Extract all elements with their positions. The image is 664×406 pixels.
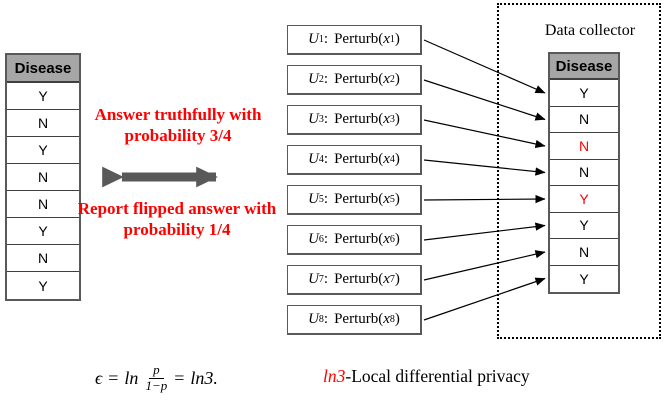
disease-cell: Y [7, 218, 79, 245]
disease-cell: Y [550, 213, 618, 240]
disease-cell-flipped: N [550, 133, 618, 160]
disease-cell: Y [38, 277, 48, 294]
collector-table [548, 52, 620, 294]
disease-cell: N [7, 245, 79, 272]
disease-cell: N [7, 110, 79, 137]
perturb-box-u3: U 3 : Perturb( x 3 ) [287, 105, 422, 135]
perturb-box-u2: U 2 : Perturb( x 2 ) [287, 65, 422, 95]
ldp-highlight: ln3 [323, 366, 346, 386]
perturb-box-u4: U 4 : Perturb( x 4 ) [287, 145, 422, 175]
flipped-annotation [58, 198, 296, 240]
disease-cell: Y [579, 270, 589, 287]
flipped-annotation-line1: Report flipped answer with [77, 199, 277, 218]
disease-cell: N [550, 107, 618, 134]
perturb-box-u8: U 8 : Perturb( x 8 ) [287, 305, 422, 335]
epsilon-symbol: ϵ [95, 367, 103, 388]
perturb-box-u6: U 6 : Perturb( x 6 ) [287, 225, 422, 255]
equals-sign: = [108, 367, 119, 388]
disease-cell: Y [7, 137, 79, 164]
epsilon-formula [95, 356, 218, 400]
patient-table-header: Disease [7, 55, 79, 83]
disease-cell: N [550, 160, 618, 187]
disease-cell: N [7, 164, 79, 191]
disease-cell: Y [7, 83, 79, 110]
ldp-label [323, 366, 530, 387]
fraction-numerator: p [149, 363, 164, 379]
truthful-annotation [62, 104, 294, 146]
collector-table-header: Disease [550, 54, 618, 80]
probability-fraction [145, 363, 167, 394]
perturb-box-u5: U 5 : Perturb( x 5 ) [287, 185, 422, 215]
disease-cell-flipped: Y [550, 186, 618, 213]
data-collector-title: Data collector [544, 22, 636, 39]
ldp-text: -Local differential privacy [345, 366, 530, 386]
disease-cell: N [7, 191, 79, 218]
perturb-box-u1: U 1 : Perturb( x 1 ) [287, 25, 422, 55]
formula-result: ln3. [190, 367, 218, 388]
flipped-annotation-line2: probability 1/4 [123, 220, 231, 239]
disease-cell: Y [550, 80, 618, 107]
fraction-denominator: 1−p [145, 377, 168, 393]
ln-operator: ln [124, 367, 139, 388]
perturb-box-u7: U 7 : Perturb( x 7 ) [287, 265, 422, 295]
patient-table [5, 53, 81, 301]
truthful-annotation-line2: probability 3/4 [124, 126, 232, 145]
equals-sign-2: = [174, 367, 185, 388]
collector-table-rows [550, 80, 618, 292]
truthful-annotation-line1: Answer truthfully with [94, 105, 262, 124]
disease-cell: N [550, 239, 618, 266]
